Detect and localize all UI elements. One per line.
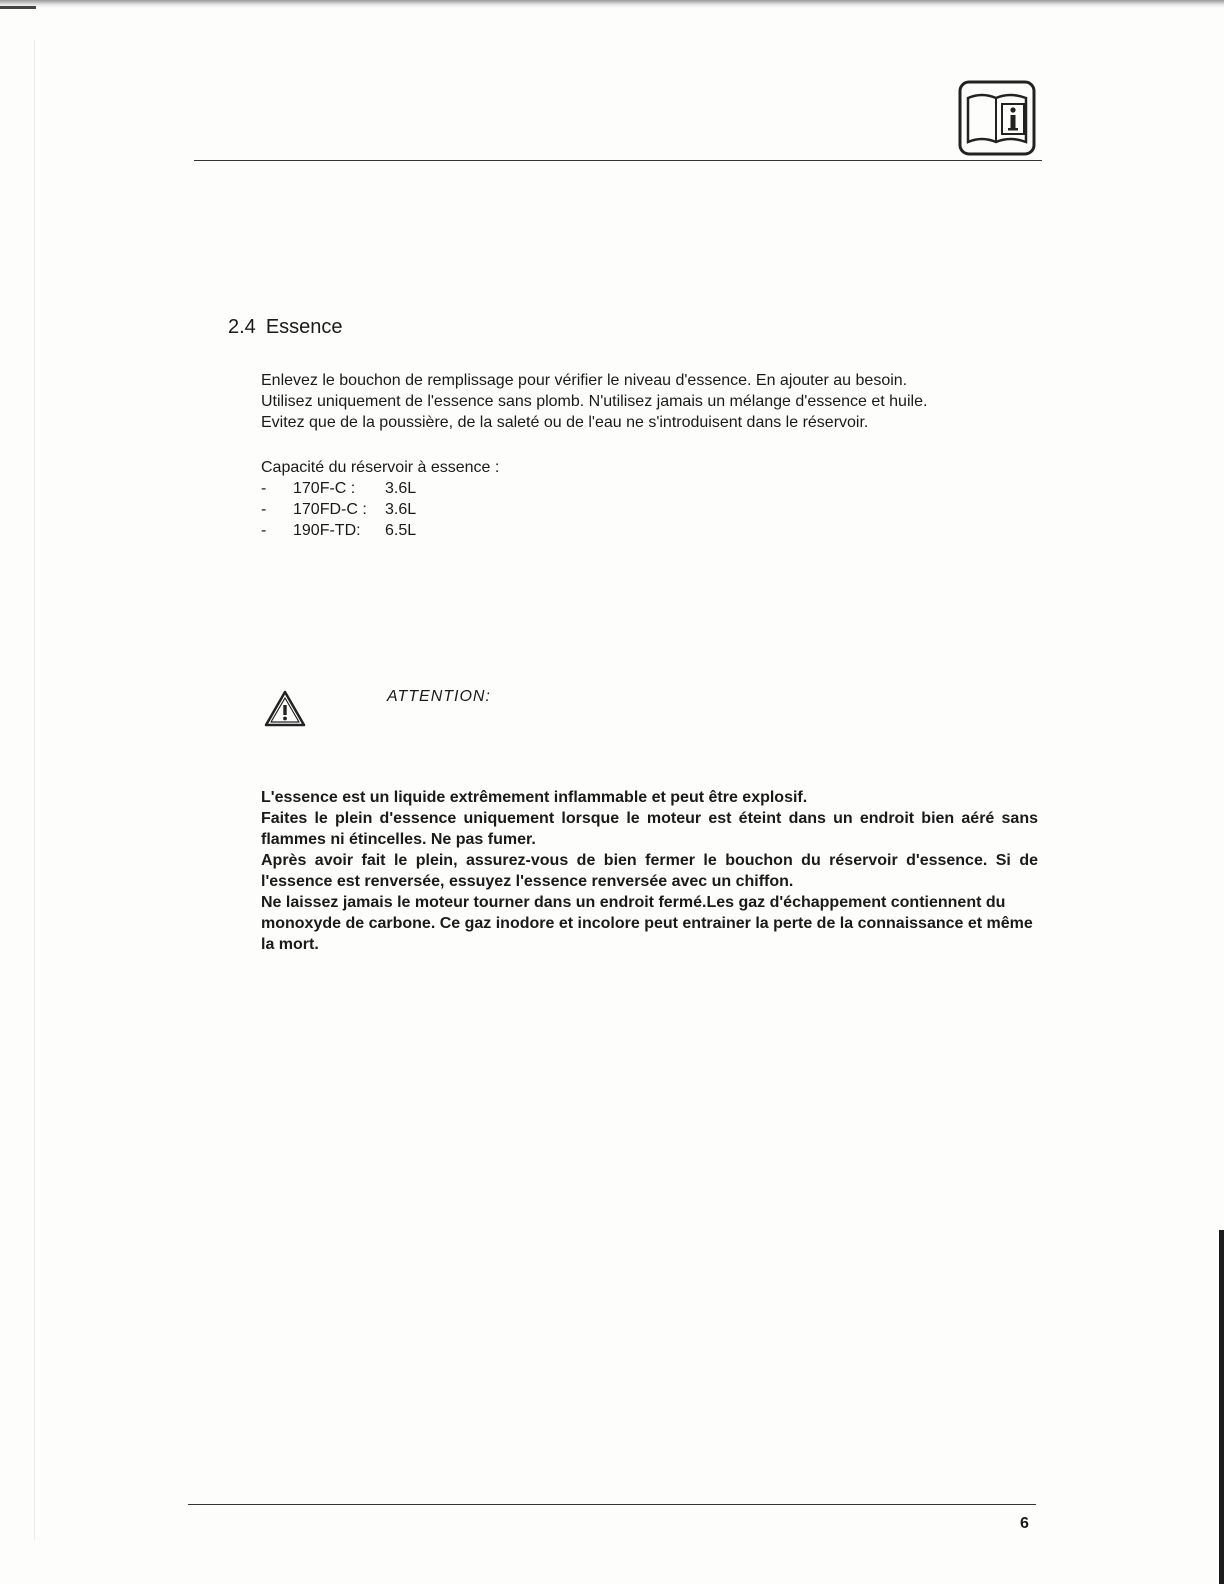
capacity-label: Capacité du réservoir à essence :: [261, 459, 500, 476]
warning-text: [261, 787, 1038, 955]
list-bullet: -: [261, 501, 267, 518]
footer-rule: [188, 1504, 1036, 1505]
header-rule: [194, 160, 1042, 161]
warning-paragraph: Ne laissez jamais le moteur tourner dans un endroit fermé.Les gaz d'échappement contiennent du monoxyde de carbone. Ce gaz inodore et incolore peut entrainer la perte de la connaissance et même la mort.: [261, 894, 1033, 953]
scan-edge-top: [0, 0, 1224, 8]
model-name: 170F-C :: [293, 480, 356, 497]
intro-paragraph: [261, 370, 1051, 433]
scan-edge-right: [1219, 1230, 1224, 1584]
scan-edge-left: [34, 40, 35, 1540]
list-item: [261, 499, 761, 520]
warning-triangle-icon: [264, 690, 306, 728]
section-heading: [228, 316, 343, 339]
intro-line: Utilisez uniquement de l'essence sans plomb. N'utilisez jamais un mélange d'essence et huile.: [261, 393, 928, 410]
list-bullet: -: [261, 480, 267, 497]
model-name: 170FD-C :: [293, 501, 367, 518]
capacity-value: 3.6L: [385, 480, 417, 497]
intro-line: Evitez que de la poussière, de la saleté ou de l'eau ne s'introduisent dans le réservoir.: [261, 414, 869, 431]
model-name: 190F-TD:: [293, 522, 361, 539]
section-number: 2.4: [228, 316, 256, 338]
warning-paragraph: Après avoir fait le plein, assurez-vous de bien fermer le bouchon du réservoir d'essence. Si de l'essence est renversée, essuyez l'essence renversée avec un chiffon.: [261, 852, 1038, 890]
attention-heading: ATTENTION:: [387, 688, 491, 705]
capacity-value: 3.6L: [385, 501, 417, 518]
list-bullet: -: [261, 522, 267, 539]
scan-mark: [0, 6, 36, 9]
capacity-list: [261, 478, 761, 541]
section-title: Essence: [265, 316, 343, 338]
warning-paragraph: Faites le plein d'essence uniquement lorsque le moteur est éteint dans un endroit bien aéré sans flammes ni étincelles. Ne pas fumer.: [261, 810, 1038, 848]
capacity-value: 6.5L: [385, 522, 417, 539]
warning-paragraph: L'essence est un liquide extrêmement inflammable et peut être explosif.: [261, 789, 808, 806]
list-item: [261, 520, 761, 541]
manual-info-icon: [958, 80, 1036, 156]
page-number: 6: [1020, 1515, 1029, 1532]
capacity-block: [261, 457, 761, 541]
list-item: [261, 478, 761, 499]
intro-line: Enlevez le bouchon de remplissage pour vérifier le niveau d'essence. En ajouter au besoin.: [261, 372, 908, 389]
